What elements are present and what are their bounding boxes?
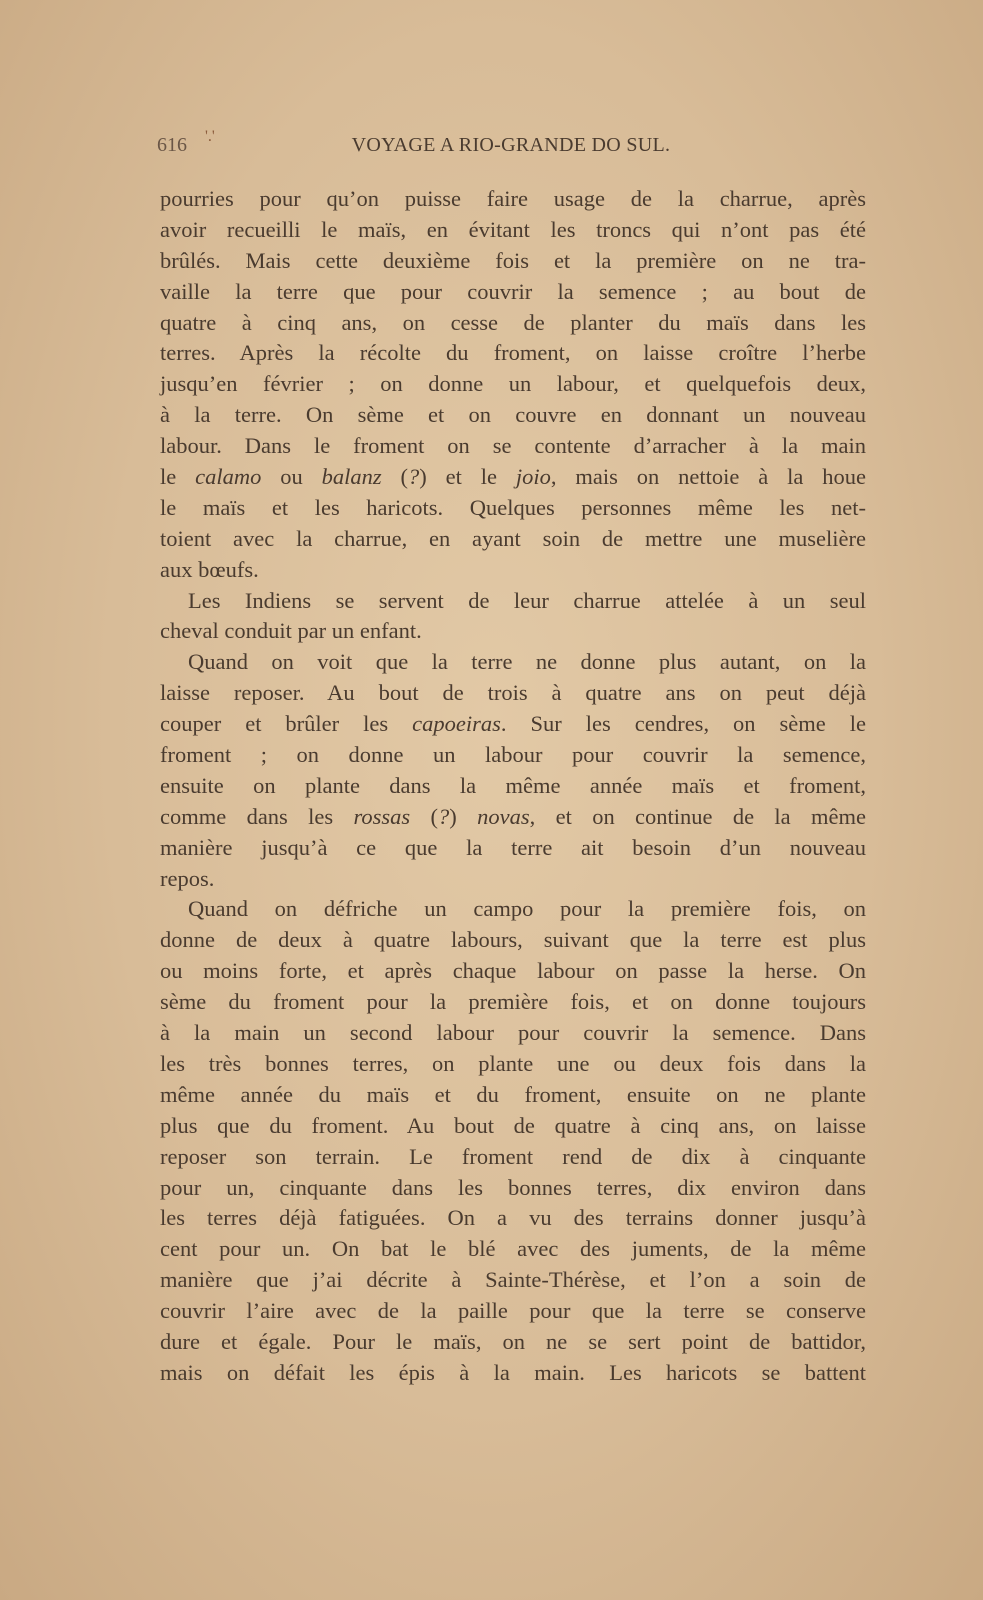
text-segment: ou moins forte, et après chaque labour on passe la herse. On xyxy=(160,958,866,984)
text-line xyxy=(160,369,866,400)
text-segment: toient avec la charrue, en ayant soin de mettre une muselière xyxy=(160,525,866,551)
text-line xyxy=(160,493,866,524)
text-line xyxy=(160,616,866,647)
text-segment: froment ; on donne un labour pour couvrir la semence, xyxy=(160,742,866,768)
text-line xyxy=(160,833,866,864)
text-line xyxy=(160,215,866,246)
italic-term: ? xyxy=(438,803,450,829)
text-line xyxy=(160,678,866,709)
text-line xyxy=(160,1173,866,1204)
text-segment: couvrir l’aire avec de la paille pour que la terre se conserve xyxy=(160,1298,866,1324)
text-segment: plus que du froment. Au bout de quatre à cinq ans, on laisse xyxy=(160,1112,866,1138)
text-segment: à la terre. On sème et on couvre en donnant un nouveau xyxy=(160,402,866,428)
text-segment: dure et égale. Pour le maïs, on ne se sert point de battidor, xyxy=(160,1328,866,1354)
text-segment: brûlés. Mais cette deuxième fois et la première on ne tra- xyxy=(160,247,866,273)
text-line xyxy=(160,1203,866,1234)
italic-term: balanz xyxy=(321,464,382,490)
text-line xyxy=(160,1234,866,1265)
text-segment: couper et brûler les xyxy=(160,711,413,737)
text-segment: vaille la terre que pour couvrir la semence ; au bout de xyxy=(160,278,866,304)
text-segment: ( xyxy=(410,803,439,829)
text-line xyxy=(160,647,866,678)
text-segment: pourries pour qu’on puisse faire usage de la charrue, après xyxy=(160,186,866,211)
italic-term: ? xyxy=(408,464,420,490)
text-segment: ) et le xyxy=(419,464,516,490)
text-segment: sème du froment pour la première fois, et on donne toujours xyxy=(160,989,866,1015)
running-header xyxy=(157,128,865,162)
text-line xyxy=(160,1142,866,1173)
text-segment: les très bonnes terres, on plante une ou deux fois dans la xyxy=(160,1050,866,1076)
text-line xyxy=(160,1358,866,1389)
text-line xyxy=(160,462,866,493)
running-title: VOYAGE A RIO-GRANDE DO SUL. xyxy=(351,134,671,156)
text-segment: les terres déjà fatiguées. On a vu des terrains donner jusqu’à xyxy=(160,1205,866,1231)
text-segment: pour un, cinquante dans les bonnes terres, dix environ dans xyxy=(160,1174,866,1200)
text-segment: mais on défait les épis à la main. Les haricots se battent xyxy=(160,1359,866,1385)
text-line xyxy=(160,431,866,462)
text-segment: comme dans les xyxy=(160,803,354,829)
text-segment: Quand on voit que la terre ne donne plus autant, on la xyxy=(188,649,866,675)
italic-term: calamo xyxy=(195,464,262,490)
italic-term: joio xyxy=(515,464,551,490)
text-segment: manière jusqu’à ce que la terre ait besoin d’un nouveau xyxy=(160,834,866,860)
text-line xyxy=(160,1265,866,1296)
text-segment: laisse reposer. Au bout de trois à quatre ans on peut déjà xyxy=(160,680,866,706)
text-segment: cheval conduit par un enfant. xyxy=(160,618,422,644)
text-line xyxy=(160,308,866,339)
text-segment: Les Indiens se servent de leur charrue attelée à un seul xyxy=(188,587,866,613)
text-segment: . Sur les cendres, on sème le xyxy=(500,711,867,737)
text-segment: avoir recueilli le maïs, en évitant les troncs qui n’ont pas été xyxy=(160,216,866,242)
italic-term: capoeiras xyxy=(412,711,501,737)
text-segment: repos. xyxy=(160,865,215,891)
page-body-text xyxy=(160,184,866,1389)
text-segment: ensuite on plante dans la même année maïs et froment, xyxy=(160,772,866,798)
text-segment: à la main un second labour pour couvrir la semence. Dans xyxy=(160,1020,866,1046)
text-line xyxy=(160,277,866,308)
text-segment: labour. Dans le froment on se contente d’arracher à la main xyxy=(160,433,866,459)
text-line xyxy=(160,802,866,833)
text-line xyxy=(160,586,866,617)
text-segment: , et on continue de la même xyxy=(529,803,866,829)
text-line xyxy=(160,956,866,987)
text-segment: aux bœufs. xyxy=(160,556,259,582)
text-segment: ) xyxy=(449,803,478,829)
text-line xyxy=(160,1080,866,1111)
text-line xyxy=(160,771,866,802)
text-segment: donne de deux à quatre labours, suivant que la terre est plus xyxy=(160,927,866,953)
page-number: 616 xyxy=(157,134,187,156)
text-segment: même année du maïs et du froment, ensuite on ne plante xyxy=(160,1081,866,1107)
text-line xyxy=(160,1049,866,1080)
text-segment: jusqu’en février ; on donne un labour, et quelquefois deux, xyxy=(160,371,866,397)
text-line xyxy=(160,338,866,369)
text-segment: cent pour un. On bat le blé avec des juments, de la même xyxy=(160,1236,866,1262)
text-line xyxy=(160,1327,866,1358)
text-segment: ou xyxy=(261,464,322,490)
text-line xyxy=(160,1296,866,1327)
text-line xyxy=(160,740,866,771)
text-line xyxy=(160,400,866,431)
text-segment: , mais on nettoie à la houe xyxy=(550,464,866,490)
text-segment: le xyxy=(160,464,196,490)
text-line xyxy=(160,1018,866,1049)
text-line xyxy=(160,894,866,925)
text-line xyxy=(160,987,866,1018)
text-segment: ( xyxy=(381,464,409,490)
text-line xyxy=(160,246,866,277)
italic-term: novas xyxy=(477,803,530,829)
stray-ink-mark: '.' xyxy=(205,128,215,145)
text-segment: manière que j’ai décrite à Sainte-Thérèse, et l’on a soin de xyxy=(160,1267,866,1293)
text-segment: Quand on défriche un campo pour la première fois, on xyxy=(188,896,866,922)
text-segment: le maïs et les haricots. Quelques personnes même les net- xyxy=(160,494,866,520)
text-segment: terres. Après la récolte du froment, on laisse croître l’herbe xyxy=(160,340,866,366)
text-line xyxy=(160,1111,866,1142)
text-line xyxy=(160,925,866,956)
text-line xyxy=(160,184,866,215)
text-segment: quatre à cinq ans, on cesse de planter du maïs dans les xyxy=(160,309,866,335)
text-line xyxy=(160,524,866,555)
text-line xyxy=(160,709,866,740)
text-line xyxy=(160,864,866,895)
text-line xyxy=(160,555,866,586)
text-segment: reposer son terrain. Le froment rend de dix à cinquante xyxy=(160,1143,866,1169)
italic-term: rossas xyxy=(353,803,411,829)
